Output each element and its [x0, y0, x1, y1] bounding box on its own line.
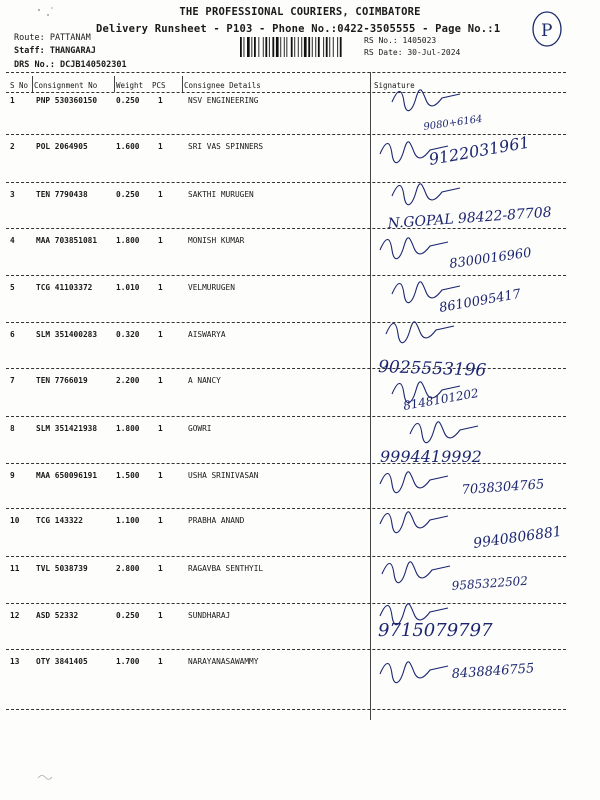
header-sep — [114, 76, 115, 92]
barcode-bar — [329, 37, 330, 57]
row-consignee: SUNDHARAJ — [188, 611, 231, 620]
row-consignee: SAKTHI MURUGEN — [188, 190, 254, 199]
row-pcs: 1 — [158, 96, 163, 105]
signature-handwriting: 8610095417 — [438, 286, 523, 316]
row-pcs: 1 — [158, 424, 163, 433]
signature-handwriting: 9585322502 — [451, 573, 529, 593]
barcode-bar — [254, 37, 256, 57]
signature-scribble — [392, 282, 460, 303]
row-pcs: 1 — [158, 283, 163, 292]
runsheet-title: Delivery Runsheet - P103 - Phone No.:0422-3505555 - Page No.:1 — [96, 23, 501, 35]
row-consignment-no: ASD 52332 — [36, 611, 79, 620]
row-weight: 2.800 — [116, 564, 140, 573]
signature-scribble — [380, 512, 448, 533]
ink-speck-icon — [36, 770, 56, 784]
row-separator — [6, 556, 566, 557]
barcode-bar — [272, 37, 274, 57]
rs-date: RS Date: 30-Jul-2024 — [364, 48, 461, 57]
row-consignee: NARAYANASAWAMMY — [188, 657, 259, 666]
signature-scribble — [380, 604, 448, 625]
row-consignment-no: OTY 3841405 — [36, 657, 88, 666]
barcode-bar — [318, 37, 320, 57]
row-sno: 12 — [10, 611, 20, 620]
col-header-sno: S No — [10, 81, 29, 90]
row-weight: 0.250 — [116, 96, 140, 105]
signature-handwriting: 8148101202 — [402, 385, 480, 413]
row-pcs: 1 — [158, 142, 163, 151]
row-pcs: 1 — [158, 471, 163, 480]
row-separator — [6, 182, 566, 183]
signature-handwriting: N.GOPAL 98422-87708 — [387, 204, 553, 232]
row-weight: 1.010 — [116, 283, 140, 292]
row-weight: 1.700 — [116, 657, 140, 666]
row-separator — [6, 709, 566, 710]
row-sno: 8 — [10, 424, 15, 433]
route-label: Route: PATTANAM — [14, 33, 91, 43]
signature-handwriting: 9080+6164 — [422, 113, 484, 133]
barcode-bar — [251, 37, 252, 57]
rs-number: RS No.: 1405023 — [364, 36, 437, 45]
signature-scribble — [410, 422, 478, 443]
row-consignment-no: SLM 351421938 — [36, 424, 98, 433]
row-separator — [6, 649, 566, 650]
row-consignment-no: TVL 5038739 — [36, 564, 88, 573]
row-pcs: 1 — [158, 564, 163, 573]
row-consignee: NSV ENGINEERING — [188, 96, 259, 105]
row-pcs: 1 — [158, 376, 163, 385]
signature-handwriting: 9715079797 — [378, 620, 493, 641]
barcode-bar — [291, 37, 293, 57]
barcode-bar — [333, 37, 334, 57]
signature-scribble — [392, 382, 460, 403]
row-consignment-no: POL 2064905 — [36, 142, 88, 151]
barcode-bar — [265, 37, 267, 57]
row-sno: 11 — [10, 564, 20, 573]
circle-mark-icon — [530, 10, 566, 50]
signature-scribble — [380, 472, 448, 493]
row-consignment-no: TEN 7790438 — [36, 190, 88, 199]
barcode-bar — [286, 37, 287, 57]
row-consignment-no: TEN 7766019 — [36, 376, 88, 385]
row-sno: 3 — [10, 190, 15, 199]
row-weight: 0.250 — [116, 190, 140, 199]
col-header-consignee: Consignee Details — [184, 81, 261, 90]
row-consignment-no: TCG 143322 — [36, 516, 83, 525]
row-weight: 0.250 — [116, 611, 140, 620]
row-consignee: MONISH KUMAR — [188, 236, 245, 245]
row-pcs: 1 — [158, 236, 163, 245]
row-weight: 1.500 — [116, 471, 140, 480]
signature-scribble — [382, 562, 450, 583]
signature-handwriting: 9025553196 — [377, 357, 487, 381]
barcode-bar — [323, 37, 324, 57]
ink-speck-icon — [36, 6, 56, 20]
row-separator — [6, 275, 566, 276]
row-sno: 5 — [10, 283, 15, 292]
col-header-consignment: Consignment No — [34, 81, 98, 90]
row-consignee: AISWARYA — [188, 330, 226, 339]
barcode-bar — [312, 37, 313, 57]
row-pcs: 1 — [158, 330, 163, 339]
barcode-bar — [326, 37, 328, 57]
row-separator — [6, 228, 566, 229]
row-separator — [6, 416, 566, 417]
row-pcs: 1 — [158, 657, 163, 666]
row-consignee: A NANCY — [188, 376, 221, 385]
barcode-bar — [258, 37, 259, 57]
signature-scribble — [380, 662, 448, 683]
staff-label: Staff: THANGARAJ — [14, 46, 96, 56]
barcode-bar — [308, 37, 310, 57]
row-weight: 1.600 — [116, 142, 140, 151]
row-consignee: GOWRI — [188, 424, 212, 433]
signature-handwriting: 8300016960 — [448, 245, 533, 272]
row-consignment-no: PNP 530360150 — [36, 96, 98, 105]
row-consignee: SRI VAS SPINNERS — [188, 142, 264, 151]
barcode-bar — [337, 37, 338, 57]
barcode-bar — [240, 37, 242, 57]
barcode-bar — [301, 37, 302, 57]
row-separator — [6, 508, 566, 509]
header-sep — [182, 76, 183, 92]
signature-handwriting: 7038304765 — [461, 477, 545, 498]
row-separator — [6, 134, 566, 135]
row-separator — [6, 322, 566, 323]
signature-column-divider — [370, 72, 371, 720]
page-mark — [530, 10, 562, 48]
row-pcs: 1 — [158, 516, 163, 525]
signature-scribble — [386, 322, 454, 343]
col-header-weight: Weight — [116, 81, 144, 90]
row-consignee: USHA SRINIVASAN — [188, 471, 259, 480]
row-sno: 13 — [10, 657, 20, 666]
row-sno: 9 — [10, 471, 15, 480]
barcode-bar — [280, 37, 281, 57]
barcode-bar — [269, 37, 270, 57]
row-sno: 7 — [10, 376, 15, 385]
signature-scribble — [380, 142, 448, 163]
drs-label: DRS No.: DCJB140502301 — [14, 60, 127, 70]
company-title: THE PROFESSIONAL COURIERS, COIMBATORE — [179, 6, 421, 18]
row-consignee: PRABHA ANAND — [188, 516, 245, 525]
row-sno: 2 — [10, 142, 15, 151]
barcode-bar — [294, 37, 295, 57]
barcode-bar — [244, 37, 245, 57]
row-sno: 10 — [10, 516, 20, 525]
signature-scribble — [392, 184, 460, 205]
row-weight: 0.320 — [116, 330, 140, 339]
row-pcs: 1 — [158, 190, 163, 199]
row-sno: 1 — [10, 96, 15, 105]
row-weight: 1.800 — [116, 424, 140, 433]
header-bottom-rule — [6, 92, 566, 93]
row-separator — [6, 368, 566, 369]
barcode-bar — [315, 37, 316, 57]
row-consignment-no: SLM 351400283 — [36, 330, 98, 339]
barcode-bar — [304, 37, 307, 57]
signature-handwriting: 9994419992 — [380, 447, 482, 466]
row-weight: 2.200 — [116, 376, 140, 385]
row-consignment-no: MAA 703851081 — [36, 236, 98, 245]
row-separator — [6, 603, 566, 604]
row-consignment-no: TCG 41103372 — [36, 283, 93, 292]
barcode-bar — [284, 37, 285, 57]
col-header-signature: Signature — [374, 81, 415, 90]
col-header-pcs: PCS — [152, 81, 166, 90]
row-weight: 1.100 — [116, 516, 140, 525]
row-sno: 4 — [10, 236, 15, 245]
barcode-bar — [263, 37, 264, 57]
barcode-bar — [298, 37, 299, 57]
row-consignment-no: MAA 650096191 — [36, 471, 98, 480]
header-sep — [32, 76, 33, 92]
signature-handwriting: 9940806881 — [472, 523, 563, 552]
barcode-bar — [247, 37, 250, 57]
row-consignee: RAGAVBA SENTHYIL — [188, 564, 264, 573]
signature-scribble — [380, 238, 448, 259]
barcode — [240, 37, 358, 57]
row-weight: 1.800 — [116, 236, 140, 245]
signature-handwriting: 8438846755 — [451, 661, 535, 682]
row-separator — [6, 463, 566, 464]
barcode-bar — [276, 37, 279, 57]
row-consignee: VELMURUGEN — [188, 283, 235, 292]
page-mark-letter: P — [541, 21, 553, 41]
signature-handwriting: 9122031961 — [427, 132, 531, 169]
header-top-rule — [6, 72, 566, 73]
row-sno: 6 — [10, 330, 15, 339]
barcode-bar — [340, 37, 342, 57]
row-pcs: 1 — [158, 611, 163, 620]
